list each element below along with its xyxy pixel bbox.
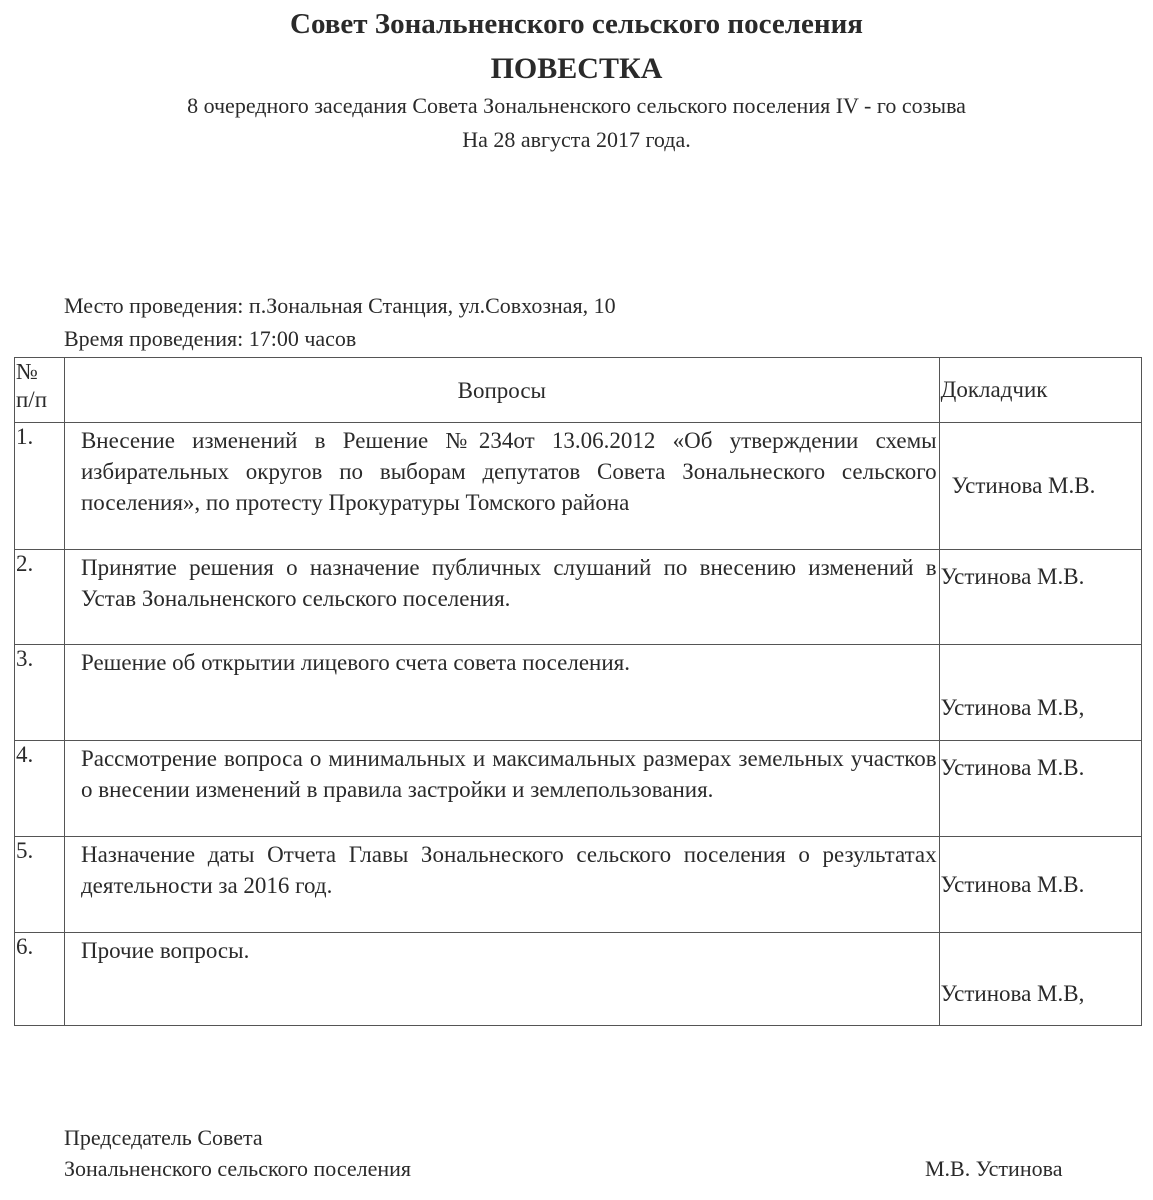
header-speaker: Докладчик xyxy=(939,358,1141,423)
table-row xyxy=(15,550,1142,645)
row-speaker: Устинова М.В. xyxy=(939,741,1141,837)
signature-name: М.В. Устинова xyxy=(925,1156,1063,1181)
header-number xyxy=(15,358,65,423)
row-number: 2. xyxy=(15,550,65,645)
signature-position-line1: Председатель Совета xyxy=(64,1125,263,1150)
row-number: 3. xyxy=(15,645,65,741)
row-question: Принятие решения о назначение публичных слушаний по внесению изменений в Устав Зональненского сельского поселения. xyxy=(64,550,939,645)
council-title: Совет Зональненского сельского поселения xyxy=(290,8,863,40)
row-speaker: Устинова М.В. xyxy=(939,423,1141,550)
row-question: Рассмотрение вопроса о минимальных и максимальных размерах земельных участков о внесении изменений в правила застройки и землепользования. xyxy=(64,741,939,837)
header-number-symbol: № xyxy=(16,359,38,384)
row-speaker: Устинова М.В, xyxy=(939,933,1141,1026)
table-row xyxy=(15,741,1142,837)
row-number: 6. xyxy=(15,933,65,1026)
row-question: Назначение даты Отчета Главы Зональнеского сельского поселения о результатах деятельности за 2016 год. xyxy=(64,837,939,933)
header-questions: Вопросы xyxy=(64,358,939,423)
meeting-subtitle: 8 очередного заседания Совета Зональненского сельского поселения IV - го созыва xyxy=(187,93,966,118)
table-row xyxy=(15,837,1142,933)
table-row xyxy=(15,423,1142,550)
row-speaker: Устинова М.В. xyxy=(939,550,1141,645)
header-number-abbr: п/п xyxy=(16,387,48,412)
meeting-date: На 28 августа 2017 года. xyxy=(462,127,691,152)
row-question: Прочие вопросы. xyxy=(64,933,939,1026)
agenda-table xyxy=(14,357,1142,1026)
row-speaker: Устинова М.В, xyxy=(939,645,1141,741)
row-number: 4. xyxy=(15,741,65,837)
table-row xyxy=(15,645,1142,741)
document-heading: ПОВЕСТКА xyxy=(490,52,663,85)
row-speaker: Устинова М.В. xyxy=(939,837,1141,933)
table-row xyxy=(15,933,1142,1026)
table-header-row xyxy=(15,358,1142,423)
row-number: 1. xyxy=(15,423,65,550)
meeting-time: Время проведения: 17:00 часов xyxy=(64,326,357,351)
row-question: Решение об открытии лицевого счета совета поселения. xyxy=(64,645,939,741)
row-number: 5. xyxy=(15,837,65,933)
row-question: Внесение изменений в Решение №234от 13.06.2012 «Об утверждении схемы избирательных округов по выборам депутатов Совета Зональнеского сельского поселения», по протесту Прокуратуры Томского района xyxy=(64,423,939,550)
meeting-place: Место проведения: п.Зональная Станция, ул.Совхозная, 10 xyxy=(64,293,616,318)
signature-position-line2: Зональненского сельского поселения xyxy=(64,1156,412,1181)
